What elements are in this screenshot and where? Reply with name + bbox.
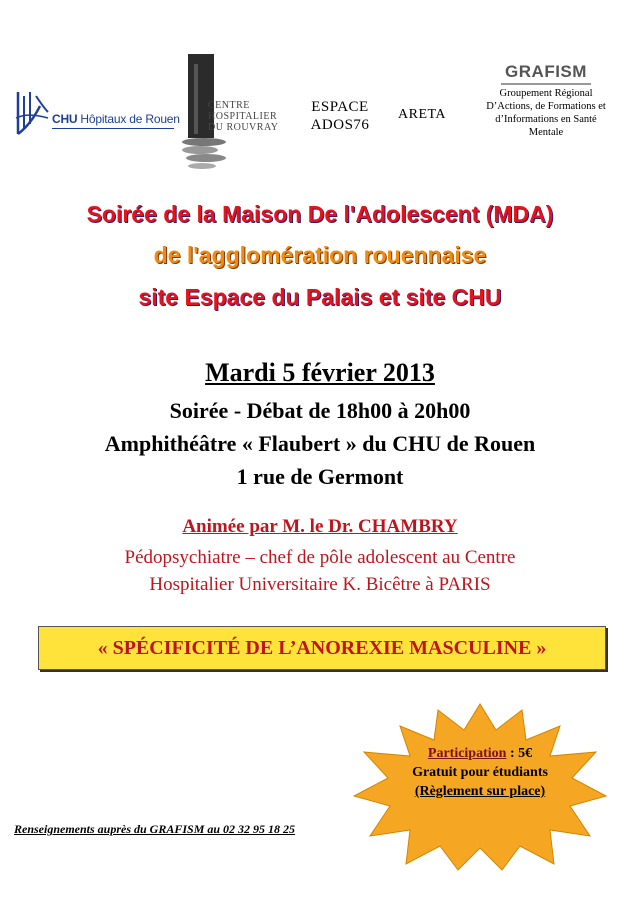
- title-line-1: Soirée de la Maison De l'Adolescent (MDA): [86, 201, 554, 227]
- theme-text: « SPÉCIFICITÉ DE L’ANOREXIE MASCULINE »: [97, 636, 547, 659]
- espace-ados-logo: ESPACE ADOS76: [310, 99, 370, 133]
- grafism-logo: [468, 62, 624, 139]
- chu-underline: [52, 128, 174, 129]
- participation-starburst: [350, 700, 610, 872]
- participation-text: [350, 744, 610, 801]
- grafism-name: GRAFISM: [501, 62, 591, 85]
- chu-emblem-icon: [14, 88, 50, 138]
- speaker-role: Pédopsychiatre – chef de pôle adolescent au Centre: [124, 547, 516, 568]
- contact-info: Renseignements auprès du GRAFISM au 02 32 95 18 25: [14, 822, 296, 836]
- speaker-hospital: Hospitalier Universitaire K. Bicêtre à PARIS: [149, 574, 491, 595]
- rouvray-logo: [180, 54, 290, 174]
- participation-label: Participation: [427, 746, 507, 761]
- grafism-description: Groupement Régional D’Actions, de Formations et d’Informations en Santé Mentale: [486, 88, 606, 138]
- title-line-3: site Espace du Palais et site CHU: [138, 284, 502, 310]
- participation-price: : 5€: [506, 746, 533, 761]
- title-line-2: de l'agglomération rouennaise: [153, 242, 487, 268]
- theme-banner: [38, 626, 606, 670]
- speaker-name: Animée par M. le Dr. CHAMBRY: [182, 516, 458, 537]
- participation-students: Gratuit pour étudiants: [412, 765, 548, 780]
- chu-logo: [14, 88, 180, 138]
- event-date: Mardi 5 février 2013: [205, 358, 435, 387]
- event-address: 1 rue de Germont: [236, 464, 404, 489]
- event-debat: Soirée - Débat de 18h00 à 20h00: [169, 398, 471, 423]
- chu-logo-text: CHU Hôpitaux de Rouen: [52, 112, 180, 126]
- rouvray-text: CENTRE HOSPITALIER DU ROUVRAY: [208, 100, 279, 133]
- event-venue: Amphithéâtre « Flaubert » du CHU de Rouen: [104, 431, 536, 456]
- areta-logo: ARETA: [398, 107, 447, 122]
- participation-payment: (Règlement sur place): [414, 784, 546, 799]
